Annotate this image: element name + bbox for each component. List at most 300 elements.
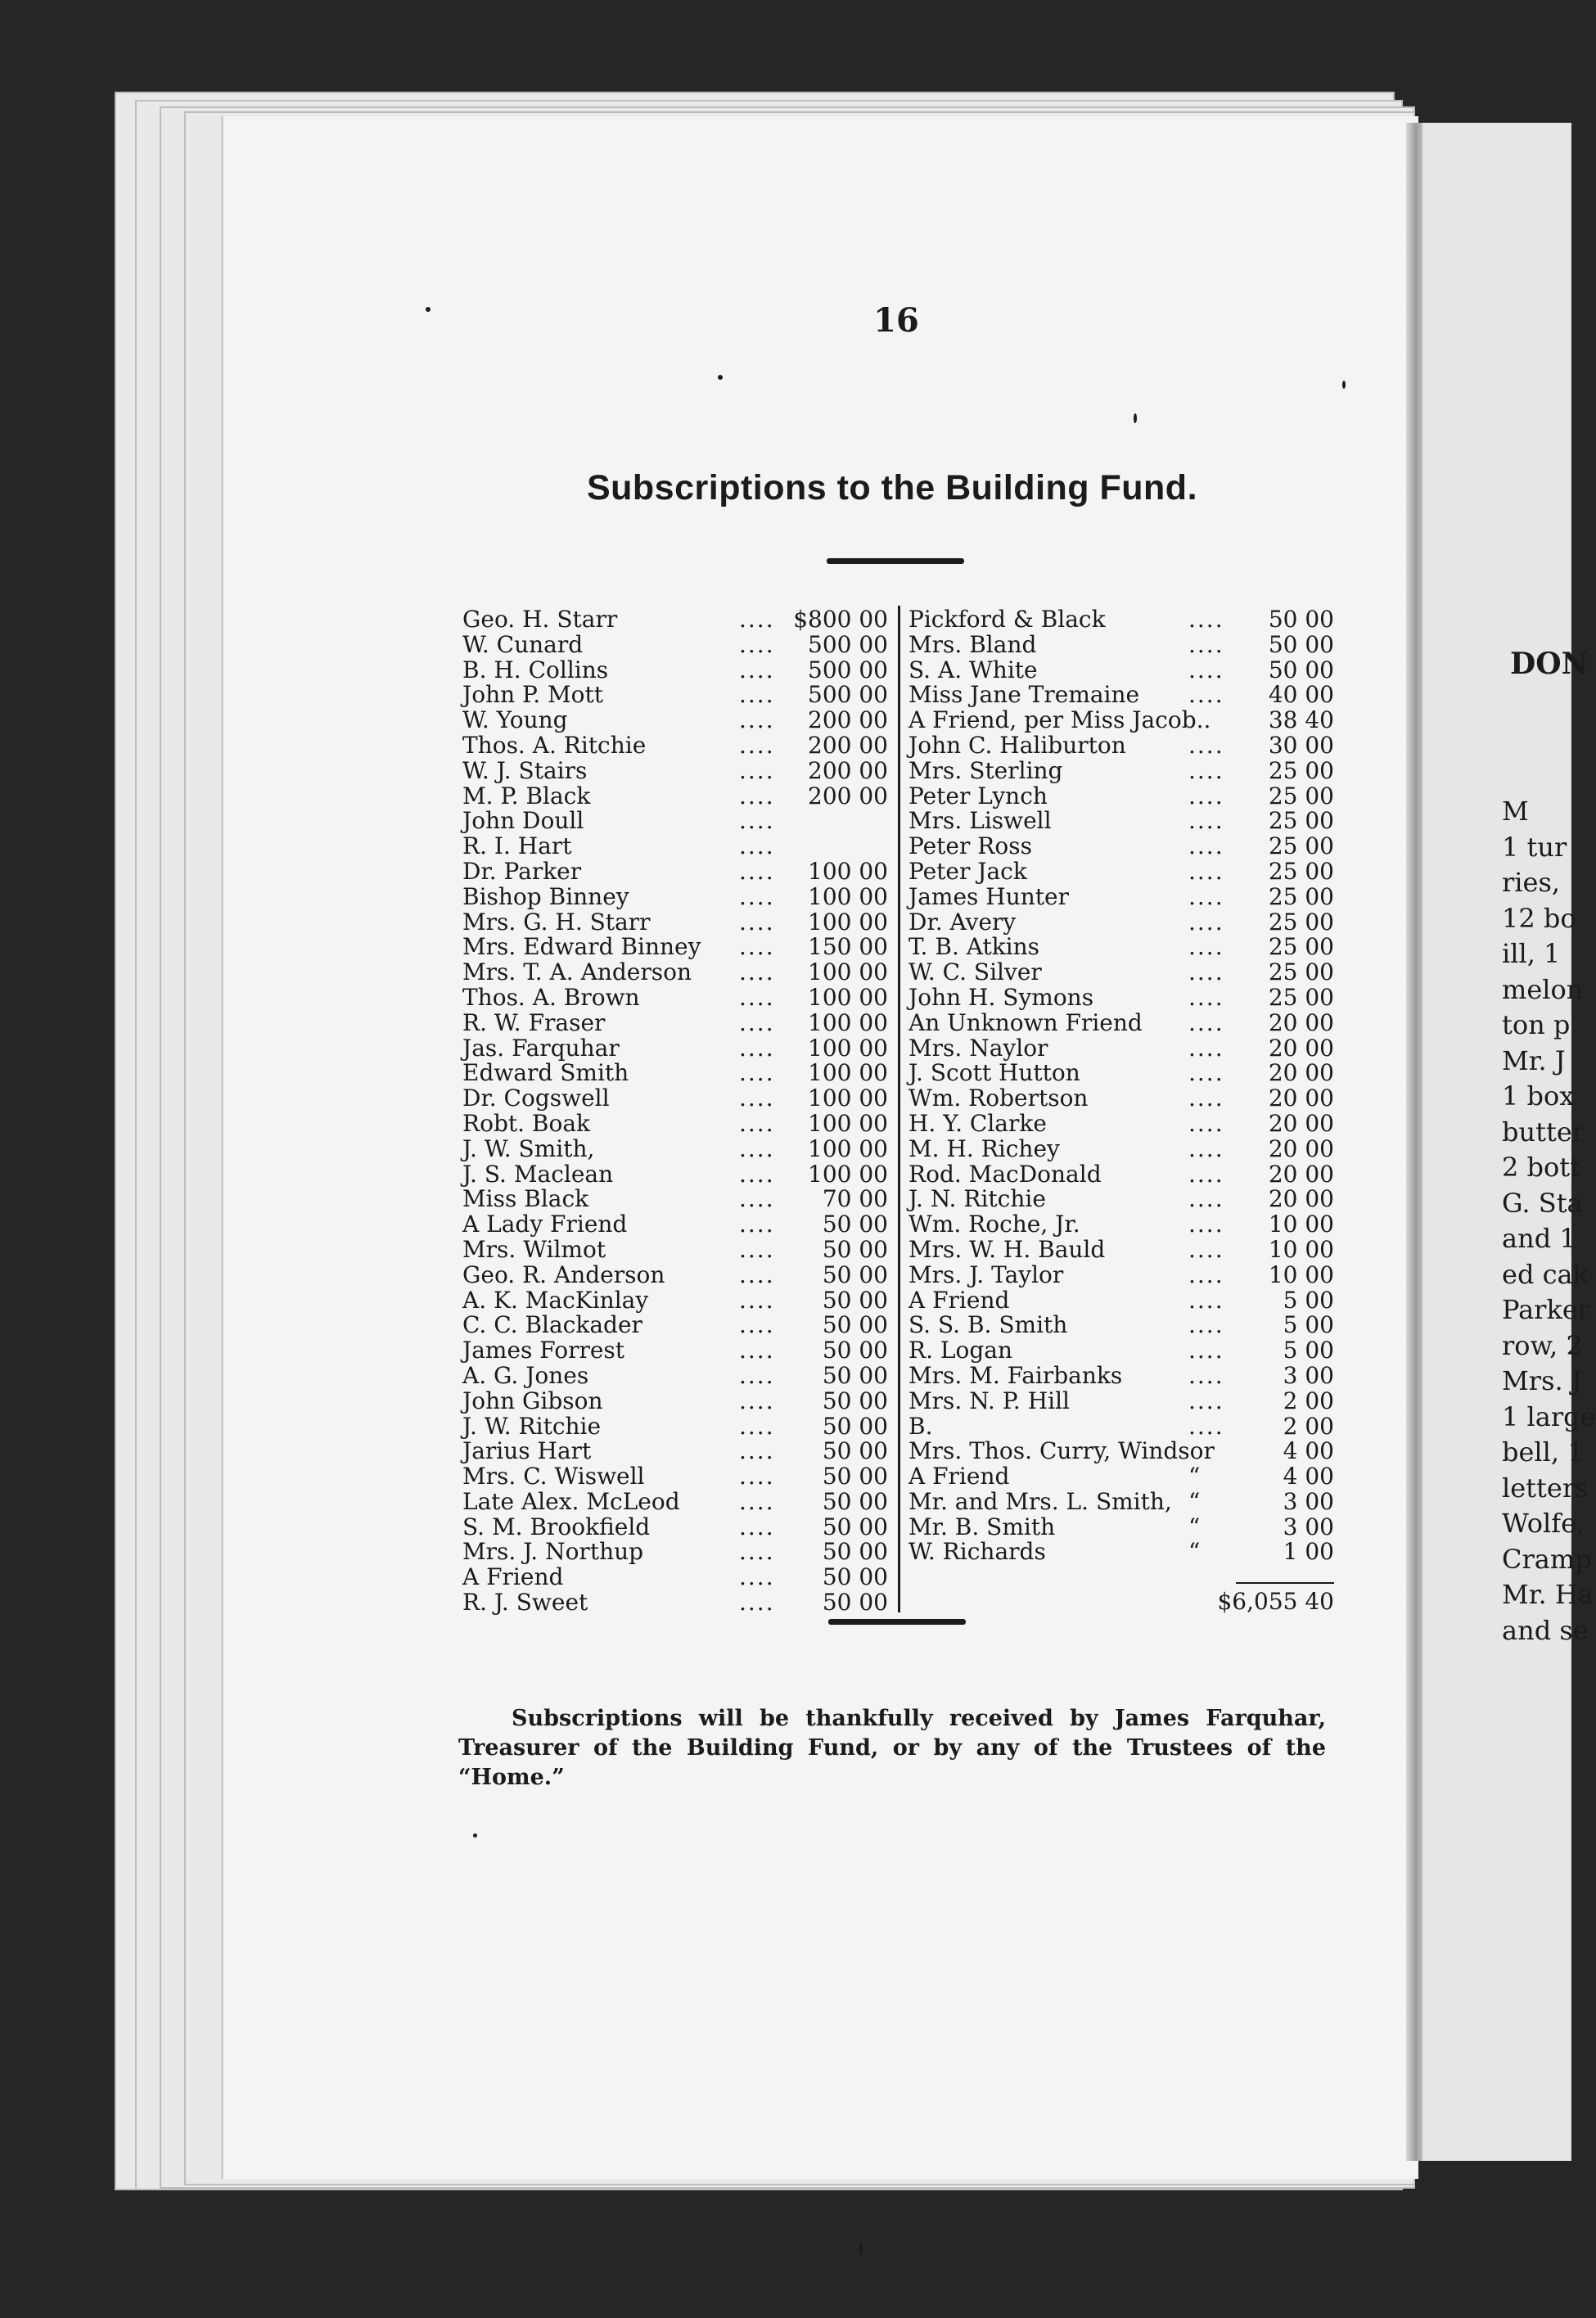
subscription-row xyxy=(462,1036,888,1062)
leader-dots: .... xyxy=(1188,1337,1224,1364)
facing-page-line: M xyxy=(1502,796,1529,827)
subscription-amount: 100 00 xyxy=(808,857,888,885)
subscriber-name: Dr. Cogswell xyxy=(462,1085,610,1112)
leader-dots: .... xyxy=(739,1437,775,1465)
facing-page-line: butter xyxy=(1502,1116,1585,1148)
subscriber-name: C. C. Blackader xyxy=(462,1311,642,1339)
grand-total: $6,055 40 xyxy=(1217,1588,1334,1615)
subscription-amount: 50 00 xyxy=(822,1337,888,1364)
speck xyxy=(426,307,431,312)
subscription-row xyxy=(908,1187,1334,1212)
subscription-row xyxy=(908,784,1334,809)
subscription-row xyxy=(462,985,888,1011)
leader-dots: .... xyxy=(1188,908,1224,936)
facing-page-line: 1 tur xyxy=(1502,831,1567,863)
facing-page-line: 1 large xyxy=(1502,1400,1596,1432)
leader-dots: .... xyxy=(1188,1109,1224,1137)
subscription-row xyxy=(462,1439,888,1464)
facing-page-line: Parker xyxy=(1502,1294,1591,1325)
subscription-amount: 20 00 xyxy=(1268,1034,1334,1062)
subscription-amount: 5 00 xyxy=(1283,1286,1334,1314)
leader-dots: .... xyxy=(1188,1059,1224,1087)
subscription-amount: 100 00 xyxy=(808,983,888,1011)
subscriber-name: James Forrest xyxy=(462,1337,625,1364)
subscriber-name: Thos. A. Brown xyxy=(462,983,640,1011)
leader-dots: .... xyxy=(739,1337,775,1364)
subscription-row xyxy=(462,1008,888,1036)
leader-dots: .... xyxy=(739,908,775,936)
subscription-amount: 20 00 xyxy=(1268,1008,1334,1036)
leader-dots: .... xyxy=(739,1311,775,1339)
leader-dots: .... xyxy=(739,1211,775,1238)
subscription-amount: 50 00 xyxy=(822,1286,888,1314)
subscription-row xyxy=(462,834,888,859)
subscriber-name: Jas. Farquhar xyxy=(462,1034,620,1062)
subscriber-name: A Friend xyxy=(908,1286,1010,1314)
subscriber-name: S. M. Brookfield xyxy=(462,1513,651,1540)
subscription-row xyxy=(908,658,1334,683)
page-number: 16 xyxy=(873,301,919,340)
subscription-amount: 200 00 xyxy=(808,706,888,734)
subscriber-name: R. Logan xyxy=(908,1337,1012,1364)
subscriber-name: J. Scott Hutton xyxy=(908,1059,1080,1087)
leader-dots: .... xyxy=(739,1513,775,1540)
subscription-amount: 200 00 xyxy=(808,782,888,809)
subscription-amount: 50 00 xyxy=(822,1538,888,1566)
leader-dots: .... xyxy=(739,832,775,860)
subscription-row xyxy=(908,1134,1334,1162)
subscriber-name: S. A. White xyxy=(908,656,1038,683)
subscription-amount: 20 00 xyxy=(1268,1160,1334,1188)
subscriber-name: J. N. Ritchie xyxy=(908,1185,1046,1213)
subscription-row xyxy=(908,1361,1334,1389)
subscription-row xyxy=(462,1260,888,1288)
subscription-row xyxy=(462,1414,888,1440)
leader-dots: .... xyxy=(739,606,775,633)
subscription-amount: 20 00 xyxy=(1268,1185,1334,1213)
subscription-row xyxy=(462,882,888,910)
leader-dots: .... xyxy=(739,1235,775,1263)
subscription-amount: 25 00 xyxy=(1268,756,1334,784)
subscription-row xyxy=(908,630,1334,658)
subscriber-name: Thos. A. Ritchie xyxy=(462,731,647,759)
leader-dots: .... xyxy=(739,1387,775,1414)
subscription-row xyxy=(908,1086,1334,1112)
subscriber-name: A Friend, per Miss Jacob.. xyxy=(908,706,1211,734)
subscription-row xyxy=(908,683,1334,708)
leader-dots: .... xyxy=(739,983,775,1011)
subscription-amount: 100 00 xyxy=(808,1059,888,1087)
subscriber-name: W. J. Stairs xyxy=(462,756,588,784)
leader-dots: .... xyxy=(1188,656,1224,683)
subscription-row xyxy=(908,1338,1334,1364)
facing-page-line: row, 2 xyxy=(1502,1329,1583,1361)
facing-page-line: and se xyxy=(1502,1614,1589,1646)
subscription-amount: 100 00 xyxy=(808,1034,888,1062)
leader-dots: .... xyxy=(739,857,775,885)
subscriber-name: A Friend xyxy=(462,1563,564,1591)
subscription-amount: 50 00 xyxy=(822,1487,888,1515)
subscription-amount: 25 00 xyxy=(1268,958,1334,986)
leader-dots: .... xyxy=(739,807,775,835)
subscription-row xyxy=(462,658,888,683)
subscription-amount: 4 00 xyxy=(1283,1437,1334,1465)
subscriber-name: Rod. MacDonald xyxy=(908,1160,1102,1188)
subscriber-name: Peter Lynch xyxy=(908,782,1048,809)
subscriber-name: Bishop Binney xyxy=(462,882,629,910)
subscription-row xyxy=(908,809,1334,834)
subscriber-name: John H. Symons xyxy=(908,983,1094,1011)
subscription-row xyxy=(462,1565,888,1590)
subscriber-name: Mrs. Thos. Curry, Windsor xyxy=(908,1437,1215,1465)
leader-dots: .... xyxy=(1188,756,1224,784)
subscription-amount: 50 00 xyxy=(1268,630,1334,658)
leader-dots: .... xyxy=(739,1134,775,1162)
subscription-row xyxy=(908,859,1334,885)
speck xyxy=(718,375,723,380)
subscriber-name: J. S. Maclean xyxy=(462,1160,614,1188)
subscriber-name: Geo. H. Starr xyxy=(462,606,618,633)
subscription-row xyxy=(908,1109,1334,1137)
subscription-row xyxy=(462,756,888,784)
subscription-amount: 20 00 xyxy=(1268,1134,1334,1162)
subscription-amount: 25 00 xyxy=(1268,832,1334,860)
leader-dots: .... xyxy=(1188,1286,1224,1314)
subscription-amount: 200 00 xyxy=(808,731,888,759)
subscription-row xyxy=(908,1260,1334,1288)
subscription-row xyxy=(462,1086,888,1112)
subscription-amount: 100 00 xyxy=(808,1008,888,1036)
subscription-row xyxy=(908,1212,1334,1238)
subscription-row xyxy=(908,882,1334,910)
leader-dots: .... xyxy=(1188,857,1224,885)
leader-dots: .... xyxy=(739,1361,775,1389)
subscription-amount: 25 00 xyxy=(1268,908,1334,936)
subscription-amount: 40 00 xyxy=(1268,681,1334,709)
leader-dots: .... xyxy=(1188,983,1224,1011)
subscription-amount: 4 00 xyxy=(1283,1463,1334,1490)
subscription-amount: 2 00 xyxy=(1283,1412,1334,1440)
subscriber-name: Dr. Avery xyxy=(908,908,1017,936)
subscriber-name: R. W. Fraser xyxy=(462,1008,606,1036)
leader-dots: .... xyxy=(739,706,775,734)
subscription-amount: 30 00 xyxy=(1268,731,1334,759)
subscriber-name: Mrs. Sterling xyxy=(908,756,1063,784)
subscription-row xyxy=(908,1414,1334,1440)
leader-dots: .... xyxy=(739,1260,775,1288)
leader-dots: .... xyxy=(739,958,775,986)
subscription-row xyxy=(908,1487,1334,1515)
subscription-row xyxy=(908,1162,1334,1188)
subscription-row xyxy=(908,910,1334,936)
subscription-amount: 20 00 xyxy=(1268,1085,1334,1112)
subscription-amount: 50 00 xyxy=(822,1361,888,1389)
leader-dots: .... xyxy=(1188,731,1224,759)
subscriber-name: Wm. Robertson xyxy=(908,1085,1089,1112)
subscription-row xyxy=(462,708,888,733)
leader-dots: .... xyxy=(739,681,775,709)
leader-dots: .... xyxy=(739,1034,775,1062)
leader-dots: .... xyxy=(739,1412,775,1440)
leader-dots: .... xyxy=(1188,681,1224,709)
subscription-row xyxy=(462,1338,888,1364)
page-title: Subscriptions to the Building Fund. xyxy=(586,468,1198,507)
subscription-row xyxy=(908,756,1334,784)
subscription-row xyxy=(462,1515,888,1540)
leader-dots: .... xyxy=(1188,1311,1224,1339)
subscriber-name: Peter Ross xyxy=(908,832,1032,860)
subscription-row xyxy=(462,859,888,885)
subscriber-name: Edward Smith xyxy=(462,1059,629,1087)
subscription-amount: 100 00 xyxy=(808,1134,888,1162)
subscriber-name: A Friend xyxy=(908,1463,1010,1490)
leader-dots: .... xyxy=(1188,1134,1224,1162)
leader-dots: .... xyxy=(739,731,775,759)
subscriber-name: S. S. B. Smith xyxy=(908,1311,1068,1339)
leader-dots: .... xyxy=(739,1059,775,1087)
subscription-row xyxy=(462,1235,888,1263)
subscriber-name: W. Young xyxy=(462,706,568,734)
leader-dots: .... xyxy=(1188,630,1224,658)
subscription-row xyxy=(462,1162,888,1188)
facing-page-line: Mrs. J xyxy=(1502,1365,1582,1396)
subscriber-name: T. B. Atkins xyxy=(908,933,1040,961)
leader-dots: “ xyxy=(1188,1487,1202,1515)
leader-dots: .... xyxy=(739,1563,775,1591)
subscriber-name: Pickford & Black xyxy=(908,606,1106,633)
subscriber-name: A Lady Friend xyxy=(462,1211,628,1238)
subscriber-name: Wm. Roche, Jr. xyxy=(908,1211,1080,1238)
subscription-amount: 10 00 xyxy=(1268,1235,1334,1263)
facing-page-line: Cramp xyxy=(1502,1543,1592,1575)
subscription-amount: 3 00 xyxy=(1283,1361,1334,1389)
subscriber-name: Geo. R. Anderson xyxy=(462,1260,665,1288)
facing-page-line: Mr. Ha xyxy=(1502,1579,1594,1610)
subscription-amount: 1 00 xyxy=(1283,1538,1334,1566)
bottom-rule xyxy=(828,1619,966,1625)
subscriber-name: Late Alex. McLeod xyxy=(462,1487,680,1515)
subscriber-name: A. K. MacKinlay xyxy=(462,1286,649,1314)
subscriber-name: H. Y. Clarke xyxy=(908,1109,1047,1137)
subscription-amount: 50 00 xyxy=(822,1563,888,1591)
subscription-amount: 200 00 xyxy=(808,756,888,784)
subscription-row xyxy=(462,1187,888,1212)
subscription-row xyxy=(462,1540,888,1565)
subscriber-name: Dr. Parker xyxy=(462,857,582,885)
column-divider xyxy=(898,606,900,1612)
subscription-row xyxy=(462,1487,888,1515)
subscription-row xyxy=(908,1036,1334,1062)
leader-dots: .... xyxy=(1188,882,1224,910)
subscription-amount: 3 00 xyxy=(1283,1513,1334,1540)
leader-dots: .... xyxy=(739,656,775,683)
subscription-amount: 70 00 xyxy=(822,1185,888,1213)
subscriber-name: J. W. Smith, xyxy=(462,1134,595,1162)
subscription-amount: 50 00 xyxy=(822,1437,888,1465)
leader-dots: .... xyxy=(1188,1260,1224,1288)
leader-dots: .... xyxy=(739,1286,775,1314)
subscription-row xyxy=(908,1439,1334,1464)
facing-page-line: letters xyxy=(1502,1472,1589,1504)
facing-page-line: bell, 1 xyxy=(1502,1436,1585,1468)
subscription-amount: 25 00 xyxy=(1268,882,1334,910)
subscription-row xyxy=(908,1061,1334,1086)
subscription-row xyxy=(908,1235,1334,1263)
subscriber-name: Mrs. G. H. Starr xyxy=(462,908,651,936)
subscriber-name: Mr. B. Smith xyxy=(908,1513,1056,1540)
leader-dots: .... xyxy=(739,1463,775,1490)
subscriber-name: W. Richards xyxy=(908,1538,1046,1566)
leader-dots: .... xyxy=(739,630,775,658)
subscription-amount: 50 00 xyxy=(822,1235,888,1263)
subscriber-name: R. J. Sweet xyxy=(462,1589,588,1617)
speck xyxy=(1342,381,1346,389)
subscriber-name: Mrs. Edward Binney xyxy=(462,933,701,961)
facing-page-line: 1 box xyxy=(1502,1080,1575,1112)
leader-dots: .... xyxy=(1188,1235,1224,1263)
subscription-row xyxy=(908,733,1334,759)
subscriber-name: John P. Mott xyxy=(462,681,604,709)
subscriber-name: James Hunter xyxy=(908,882,1069,910)
subscriber-name: M. H. Richey xyxy=(908,1134,1060,1162)
subscription-amount: 38 40 xyxy=(1268,706,1334,734)
leader-dots: .... xyxy=(1188,1387,1224,1414)
subscription-row xyxy=(462,1361,888,1389)
subscription-row xyxy=(462,1389,888,1414)
subscription-row xyxy=(908,985,1334,1011)
subscription-amount: 25 00 xyxy=(1268,807,1334,835)
leader-dots: .... xyxy=(1188,782,1224,809)
leader-dots: .... xyxy=(739,933,775,961)
subscriber-name: Mrs. C. Wiswell xyxy=(462,1463,645,1490)
leader-dots: .... xyxy=(1188,1008,1224,1036)
title-rule xyxy=(827,558,964,564)
subscriber-name: A. G. Jones xyxy=(462,1361,589,1389)
subscription-row xyxy=(462,1212,888,1238)
subscription-row xyxy=(462,683,888,708)
subscriber-name: Miss Black xyxy=(462,1185,589,1213)
facing-page-line: melon xyxy=(1502,973,1584,1005)
leader-dots: .... xyxy=(739,1185,775,1213)
subscription-row xyxy=(462,1464,888,1490)
subscriber-name: Mrs. Bland xyxy=(908,630,1037,658)
subscription-column-right xyxy=(908,607,1334,1565)
subscriber-name: B. H. Collins xyxy=(462,656,609,683)
subscriber-name: Jarius Hart xyxy=(462,1437,592,1465)
leader-dots: .... xyxy=(739,1109,775,1137)
subscriber-name: John Doull xyxy=(462,807,584,835)
subscriber-name: Robt. Boak xyxy=(462,1109,591,1137)
leader-dots: “ xyxy=(1188,1513,1202,1540)
subscription-row xyxy=(908,1288,1334,1314)
subscription-amount: 500 00 xyxy=(808,630,888,658)
leader-dots: .... xyxy=(1188,1034,1224,1062)
subscription-amount: 5 00 xyxy=(1283,1337,1334,1364)
facing-page-line: 12 bo xyxy=(1502,902,1576,934)
subscription-row xyxy=(908,1464,1334,1490)
subscriber-name: B. xyxy=(908,1412,933,1440)
leader-dots: .... xyxy=(1188,1160,1224,1188)
subscription-row xyxy=(462,1590,888,1616)
subscription-amount: 150 00 xyxy=(808,933,888,961)
leader-dots: .... xyxy=(739,1008,775,1036)
subscription-row xyxy=(908,935,1334,960)
subscription-row xyxy=(462,1109,888,1137)
subscriber-name: W. Cunard xyxy=(462,630,584,658)
leader-dots: .... xyxy=(1188,958,1224,986)
subscription-amount: 50 00 xyxy=(822,1463,888,1490)
subscription-amount: 100 00 xyxy=(808,1160,888,1188)
subscription-row xyxy=(462,1134,888,1162)
leader-dots: .... xyxy=(739,1160,775,1188)
subscriber-name: W. C. Silver xyxy=(908,958,1042,986)
subscription-amount: 50 00 xyxy=(822,1412,888,1440)
leader-dots: .... xyxy=(1188,807,1224,835)
subscription-row xyxy=(462,1288,888,1314)
subscriber-name: J. W. Ritchie xyxy=(462,1412,602,1440)
facing-page-line: ed cak xyxy=(1502,1258,1589,1290)
subscription-amount: 25 00 xyxy=(1268,857,1334,885)
subscription-note: Subscriptions will be thankfully received by James Farquhar, Treasurer of the Building Fund, or by any of the Trustees of the “Home.” xyxy=(458,1706,1326,1790)
leader-dots: “ xyxy=(1188,1538,1202,1566)
leader-dots: .... xyxy=(1188,1185,1224,1213)
subscription-row xyxy=(908,1540,1334,1565)
subscription-amount: 50 00 xyxy=(822,1211,888,1238)
facing-page-line: Wolfe, xyxy=(1502,1508,1585,1539)
subscription-amount: 500 00 xyxy=(808,656,888,683)
speck xyxy=(859,2243,863,2254)
subscription-amount: 25 00 xyxy=(1268,933,1334,961)
subscription-column-left xyxy=(462,607,888,1616)
facing-page-line: 2 bott xyxy=(1502,1152,1580,1183)
leader-dots: .... xyxy=(739,1487,775,1515)
subscriber-name: Mrs. J. Taylor xyxy=(908,1260,1064,1288)
subscription-row xyxy=(462,607,888,633)
facing-page-line: ill, 1 xyxy=(1502,938,1561,969)
subscriber-name: Mrs. J. Northup xyxy=(462,1538,644,1566)
subscription-row xyxy=(462,733,888,759)
subscription-amount: 20 00 xyxy=(1268,1109,1334,1137)
subscription-amount: 100 00 xyxy=(808,1109,888,1137)
subscription-row xyxy=(462,630,888,658)
leader-dots: .... xyxy=(739,1538,775,1566)
leader-dots: .... xyxy=(1188,1361,1224,1389)
facing-page-line: ries, xyxy=(1502,867,1561,898)
subscription-row xyxy=(462,1061,888,1086)
leader-dots: .... xyxy=(739,756,775,784)
subscriber-name: Mr. and Mrs. L. Smith, xyxy=(908,1487,1172,1515)
leader-dots: .... xyxy=(1188,1211,1224,1238)
subscriber-name: Mrs. T. A. Anderson xyxy=(462,958,692,986)
subscription-row xyxy=(462,910,888,936)
leader-dots: .... xyxy=(1188,1085,1224,1112)
subscription-row xyxy=(908,1515,1334,1540)
subscriber-name: John C. Haliburton xyxy=(908,731,1126,759)
subscription-amount: 50 00 xyxy=(1268,656,1334,683)
facing-page-heading: DON xyxy=(1510,647,1589,681)
subscription-amount: 5 00 xyxy=(1283,1311,1334,1339)
subscription-row xyxy=(462,960,888,985)
subscription-row xyxy=(462,784,888,809)
subscriber-name: John Gibson xyxy=(462,1387,603,1414)
subscription-row xyxy=(908,607,1334,633)
subscription-row xyxy=(908,834,1334,859)
subscriber-name: Mrs. Liswell xyxy=(908,807,1052,835)
leader-dots: .... xyxy=(739,1589,775,1617)
leader-dots: .... xyxy=(1188,606,1224,633)
subscription-amount: 50 00 xyxy=(822,1589,888,1617)
subscription-amount: 2 00 xyxy=(1283,1387,1334,1414)
